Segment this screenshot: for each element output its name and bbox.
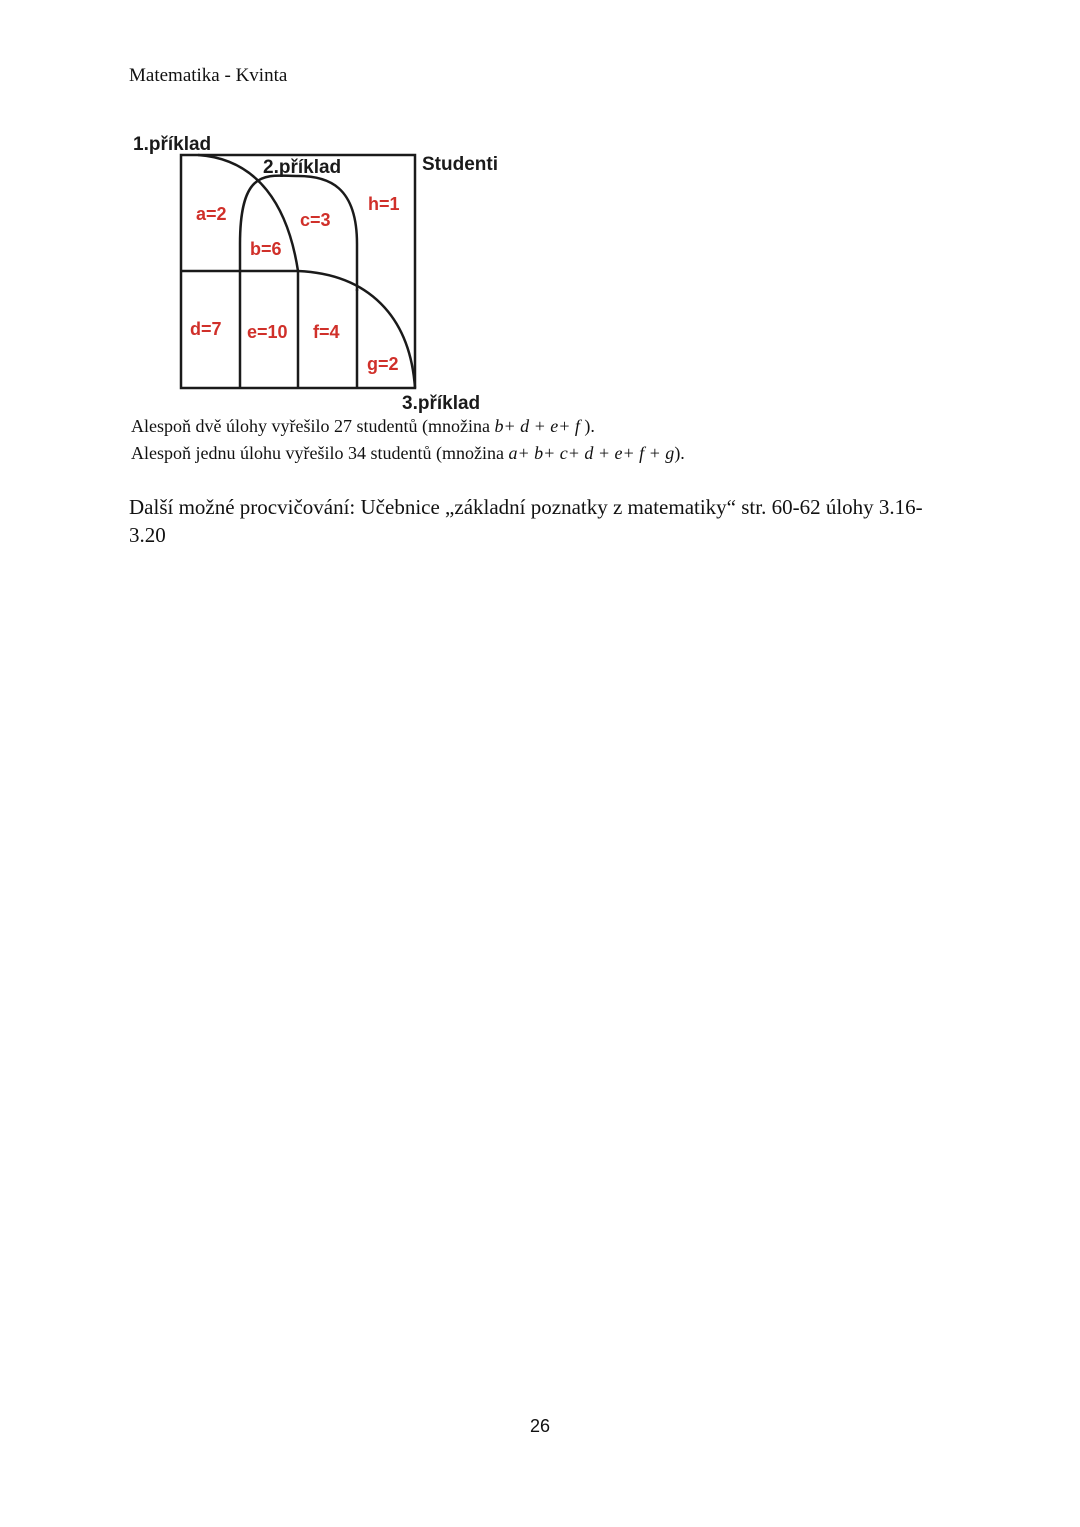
caption-2-end: ). <box>674 443 685 463</box>
region-b-label: b=6 <box>250 239 282 259</box>
caption-2-formula: a+ b+ c+ d + e+ f + g <box>508 443 675 463</box>
set3-label: 3.příklad <box>402 393 481 414</box>
caption-1-text: Alespoň dvě úlohy vyřešilo 27 studentů (množina <box>131 416 495 436</box>
venn-diagram-svg <box>118 126 518 416</box>
universe-label: Studenti <box>422 154 498 175</box>
region-e-label: e=10 <box>247 322 288 342</box>
region-g-label: g=2 <box>367 354 399 374</box>
region-d-label: d=7 <box>190 319 222 339</box>
caption-1-formula: b+ d + e+ f <box>494 416 585 436</box>
caption-2-text: Alespoň jednu úlohu vyřešilo 34 studentů (množina <box>131 443 509 463</box>
set1-label: 1.příklad <box>133 134 212 155</box>
set2-label: 2.příklad <box>263 157 342 178</box>
caption-1-end: ). <box>584 416 595 436</box>
page-number: 26 <box>529 1416 551 1436</box>
caption-at-least-two <box>131 415 595 437</box>
region-c-label: c=3 <box>300 210 331 230</box>
region-f-label: f=4 <box>313 322 340 342</box>
page-header: Matematika - Kvinta <box>129 65 288 86</box>
practice-paragraph: Další možné procvičování: Učebnice „základní poznatky z matematiky“ str. 60-62 úlohy 3.16-3.20 <box>129 495 923 547</box>
region-h-label: h=1 <box>368 194 400 214</box>
caption-at-least-one <box>131 442 685 464</box>
region-a-label: a=2 <box>196 204 227 224</box>
venn-diagram <box>118 126 518 416</box>
